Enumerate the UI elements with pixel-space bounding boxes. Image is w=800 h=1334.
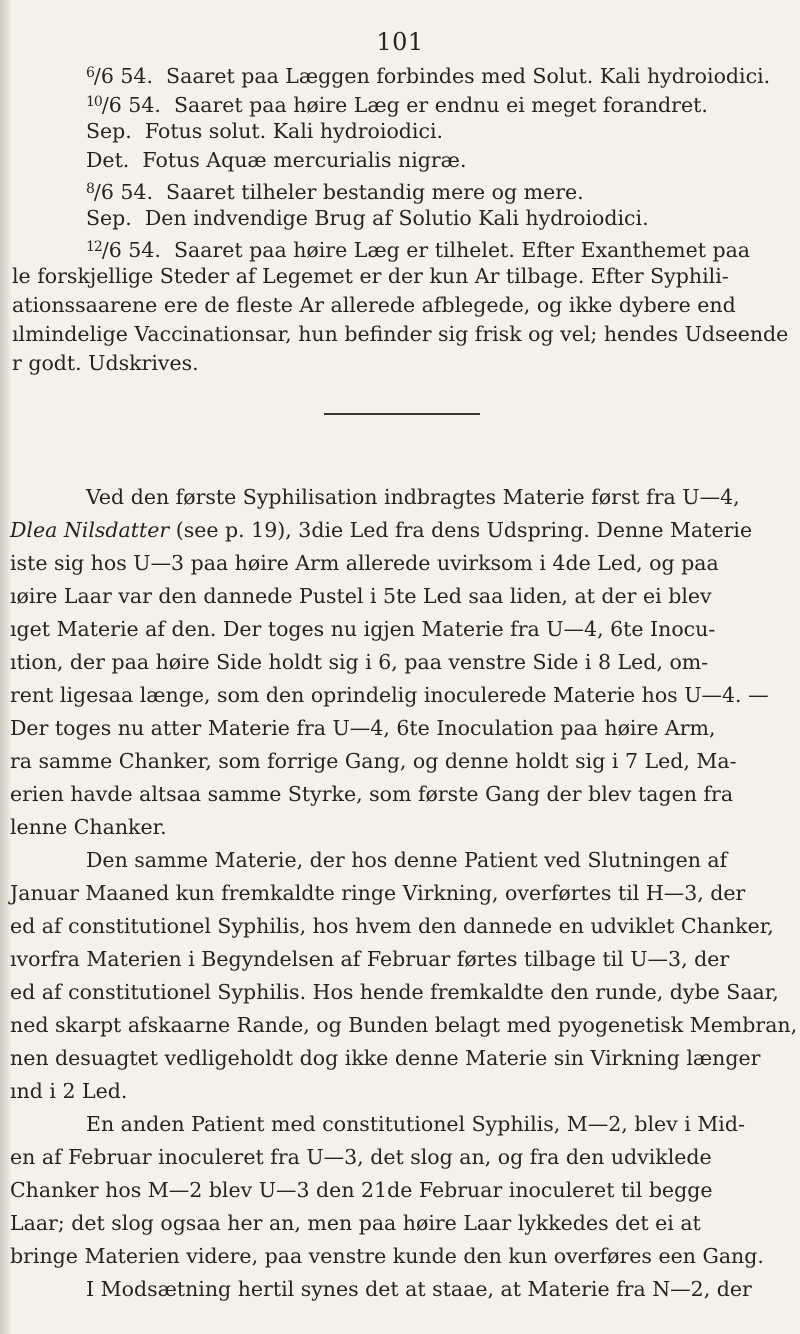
note-date: /6 54. [101,93,161,117]
paragraph-line: Chanker hos M—2 blev U—3 den 21de Februar inoculeret til begge [10,1178,713,1202]
note-date: Sep. [86,206,132,230]
paragraph-line: ıtion, der paa høire Side holdt sig i 6, paa venstre Side i 8 Led, om- [10,650,709,674]
case-continuation-line: le forskjellige Steder af Legemet er der kun Ar tilbage. Efter Syphili- [12,264,729,288]
note-text: Saaret paa høire Læg er tilhelet. Efter Exanthemet paa [173,238,751,262]
case-note-6 [86,203,800,233]
paragraph-line: ed af constitutionel Syphilis, hos hvem den dannede en udviklet Chanker, [10,914,774,938]
paragraph-line: ed af constitutionel Syphilis. Hos hende fremkaldte den runde, dybe Saar, [10,980,779,1004]
paragraph-line: ıvorfra Materien i Begyndelsen af Februar førtes tilbage til U—3, der [10,947,730,971]
note-text: Saaret tilheler bestandig mere og mere. [166,180,584,204]
paragraph-line: ıget Materie af den. Der toges nu igjen Materie fra U—4, 6te Inocu- [10,617,716,641]
note-date: Det. [86,148,130,172]
note-text: Fotus Aquæ mercurialis nigræ. [142,148,467,172]
paragraph-line-rest: (see p. 19), 3die Led fra dens Udspring. Denne Materie [169,518,753,542]
patient-name: Dlea Nilsdatter [10,518,170,542]
note-date: /6 54. [93,180,153,204]
paragraph-line: Laar; det slog ogsaa her an, men paa høire Laar lykkedes det ei at [10,1211,701,1235]
note-text: Fotus solut. Kali hydroiodici. [144,119,444,143]
paragraph-line: bringe Materien videre, paa venstre kunde den kun overføres een Gang. [10,1244,764,1268]
note-date-num: 8 [86,181,94,197]
paragraph-line: ınd i 2 Led. [10,1079,128,1103]
note-date: /6 54. [93,64,153,88]
paragraph-line: iste sig hos U—3 paa høire Arm allerede uvirksom i 4de Led, og paa [10,551,719,575]
paragraph-line: I Modsætning hertil synes det at staae, at Materie fra N—2, der [86,1277,752,1301]
note-text: Den indvendige Brug af Solutio Kali hydroiodici. [144,206,649,230]
case-note-2 [86,87,800,117]
paragraph-line: en af Februar inoculeret fra U—3, det slog an, og fra den udviklede [10,1145,712,1169]
case-continuation-line: ationssaarene ere de fleste Ar allerede afblegede, og ikke dybere end [12,293,736,317]
paragraph-line: nen desuagtet vedligeholdt dog ikke denne Materie sin Virkning længer [10,1046,761,1070]
note-date: Sep. [86,119,132,143]
paragraph-line: ned skarpt afskaarne Rande, og Bunden belagt med pyogenetisk Membran, [10,1013,798,1037]
note-date-num: 6 [86,65,94,81]
case-note-4 [86,145,800,175]
paragraph-line: erien havde altsaa samme Styrke, som første Gang der blev tagen fra [10,782,734,806]
case-note-3 [86,116,800,146]
paragraph-line: Der toges nu atter Materie fra U—4, 6te Inoculation paa høire Arm, [10,716,716,740]
case-note-7 [86,232,800,262]
section-divider-rule [324,413,480,415]
paragraph-line: Ved den første Syphilisation indbragtes Materie først fra U—4, [86,485,740,509]
paragraph-line: ra samme Chanker, som forrige Gang, og denne holdt sig i 7 Led, Ma- [10,749,737,773]
case-note-1 [86,58,800,88]
paragraph-line: Januar Maaned kun fremkaldte ringe Virkning, overførtes til H—3, der [10,881,746,905]
case-note-5 [86,174,800,204]
paragraph-line: En anden Patient med constitutionel Syphilis, M—2, blev i Mid- [86,1112,745,1136]
paragraph-line: ıøire Laar var den dannede Pustel i 5te Led saa liden, at der ei blev [10,584,712,608]
paragraph-line: rent ligesaa længe, som den oprindelig inoculerede Materie hos U—4. — [10,683,769,707]
paragraph-line [10,515,800,545]
paragraph-line: lenne Chanker. [10,815,167,839]
case-continuation-line: r godt. Udskrives. [12,351,199,375]
note-date: /6 54. [101,238,161,262]
note-date-num: 10 [86,94,102,110]
paragraph-line: Den samme Materie, der hos denne Patient ved Slutningen af [86,848,728,872]
case-continuation-line: ılmindelige Vaccinationsar, hun befinder sig frisk og vel; hendes Udseende [12,322,789,346]
note-text: Saaret paa høire Læg er endnu ei meget forandret. [173,93,708,117]
note-date-num: 12 [86,239,102,255]
note-text: Saaret paa Læggen forbindes med Solut. Kali hydroiodici. [166,64,771,88]
page-number: 101 [376,28,424,56]
